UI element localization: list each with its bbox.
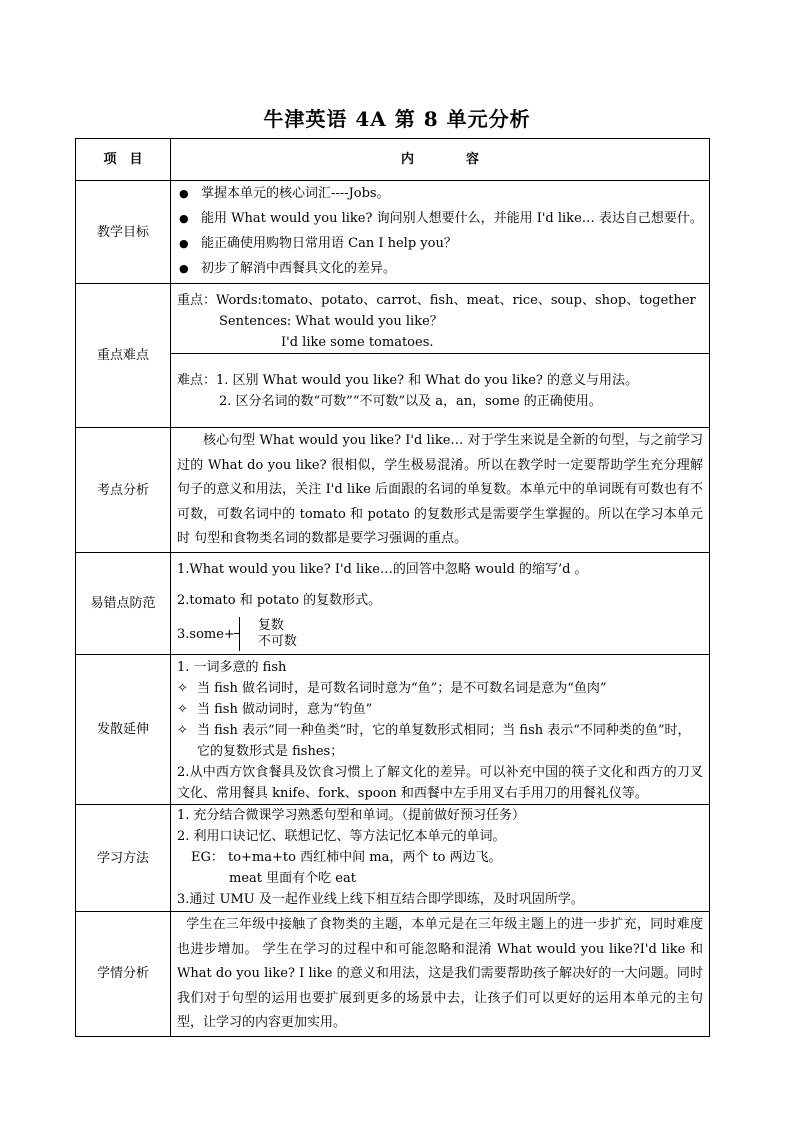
row-extend [76, 655, 710, 805]
list-item: ● 能正确使用购物日常用语 Can I help you？ [171, 231, 709, 256]
list-item: ✧ 当 fish 做动词时，意为“钓鱼” [171, 699, 709, 720]
goals-content [171, 181, 710, 284]
row-student [76, 912, 710, 1037]
label-student: 学情分析 [76, 912, 171, 1037]
method-line: 3.通过 UMU 及一起作业线上线下相互结合即学即练，及时巩固所学。 [177, 892, 584, 907]
errors-content [171, 553, 710, 655]
row-method [76, 805, 710, 912]
difficulty-line: 2. 区分名词的数“可数”“不可数”以及 a，an，some 的正确使用。 [219, 394, 602, 409]
extend-content [171, 655, 710, 805]
focus-line: 重点：Words:tomato、potato、carrot、fish、meat、rice、soup、shop、together [177, 293, 696, 308]
label-method: 学习方法 [76, 805, 171, 912]
difficulty-line: 难点：1. 区别 What would you like? 和 What do you like? 的意义与用法。 [177, 373, 639, 388]
label-key: 重点难点 [76, 284, 171, 428]
list-item: ✧ 当 fish 表示“同一种鱼类”时，它的单复数形式相同；当 fish 表示“不同种类的鱼”时，它的复数形式是 fishes； [171, 720, 709, 762]
bullet-icon: ● [179, 187, 189, 200]
header-item: 项 目 [76, 139, 171, 181]
brace-icon [239, 617, 248, 651]
analysis-table [75, 138, 710, 1037]
method-line: 1. 充分结合微课学习熟悉句型和单词。（提前做好预习任务） [177, 808, 526, 823]
label-extend: 发散延伸 [76, 655, 171, 805]
label-goals: 教学目标 [76, 181, 171, 284]
label-errors: 易错点防范 [76, 553, 171, 655]
header-content: 内 容 [171, 139, 710, 181]
focus-line: I'd like some tomatoes. [281, 335, 434, 350]
bullet-icon: ● [179, 262, 189, 275]
page-title: 牛津英语 4A 第 8 单元分析 [263, 107, 531, 131]
bullet-icon: ● [179, 237, 189, 250]
extend-line: 2.从中西方饮食餐具及饮食习惯上了解文化的差异。可以补充中国的筷子文化和西方的刀叉文化、常用餐具 knife、fork、spoon 和西餐中左手用叉右手用刀的用餐礼仪等。 [177, 765, 703, 801]
method-line: 2. 利用口诀记忆、联想记忆、等方法记忆本单元的单词。 [177, 829, 506, 844]
list-item: ● 掌握本单元的核心词汇----Jobs。 [171, 181, 709, 206]
diamond-icon: ✧ [177, 702, 188, 717]
row-key-difficulty [76, 354, 710, 428]
label-exam: 考点分析 [76, 428, 171, 553]
row-goals [76, 181, 710, 284]
header-row [76, 139, 710, 181]
method-line: EG： to+ma+to 西红柿中间 ma，两个 to 两边飞。 [191, 850, 502, 865]
row-exam [76, 428, 710, 553]
option-stack: 复数 不可数 [257, 618, 297, 649]
method-content [171, 805, 710, 912]
row-key-focus [76, 284, 710, 354]
list-item: ✧ 当 fish 做名词时，是可数名词时意为“鱼”；是不可数名词是意为“鱼肉” [171, 678, 709, 699]
error-brace-line: 3.some+ 复数 不可数 [177, 618, 297, 649]
difficulty-content [171, 354, 710, 428]
student-content [171, 912, 710, 1037]
focus-content [171, 284, 710, 354]
method-line: meat 里面有个吃 eat [229, 871, 356, 886]
diamond-icon: ✧ [177, 723, 188, 738]
extend-line: 1. 一词多意的 fish [177, 660, 287, 675]
diamond-icon: ✧ [177, 681, 188, 696]
row-errors [76, 553, 710, 655]
error-line: 2.tomato 和 potato 的复数形式。 [177, 593, 382, 608]
error-line: 1.What would you like? I'd like…的回答中忽略 would 的缩写’d 。 [177, 562, 588, 577]
exam-content [171, 428, 710, 553]
student-text: 学生在三年级中接触了食物类的主题，本单元是在三年级主题上的进一步扩充，同时难度也进步增加。 学生在学习的过程中和可能忽略和混淆 What would you like?I'd like 和 What do you like? I like 的意义和用法，这是我们需要帮助孩子解决好的一大问题。同时我们对于句型的运用也要扩展到更多的场景中去，让孩子们可以更好的运用本单元的主句型，让学习的内容更加实用。 [177, 917, 703, 1030]
list-item: ● 能用 What would you like? 询问别人想要什么，并能用 I'd like… 表达自己想要什。 [171, 206, 709, 231]
bullet-icon: ● [179, 212, 189, 225]
exam-text: 核心句型 What would you like? I'd like… 对于学生来说是全新的句型，与之前学习过的 What do you like? 很相似，学生极易混淆。所以在教学时一定要帮助学生充分理解句子的意义和用法，关注 I'd like 后面跟的名词的单复数。本单元中的单词既有可数也有不可数，可数名词中的 tomato 和 potato 的复数形式是需要学生掌握的。所以在学习本单元时 句型和食物类名词的数都是要学习强调的重点。 [177, 433, 703, 546]
list-item: ● 初步了解消中西餐具文化的差异。 [171, 256, 709, 281]
focus-line: Sentences: What would you like？ [219, 314, 443, 329]
